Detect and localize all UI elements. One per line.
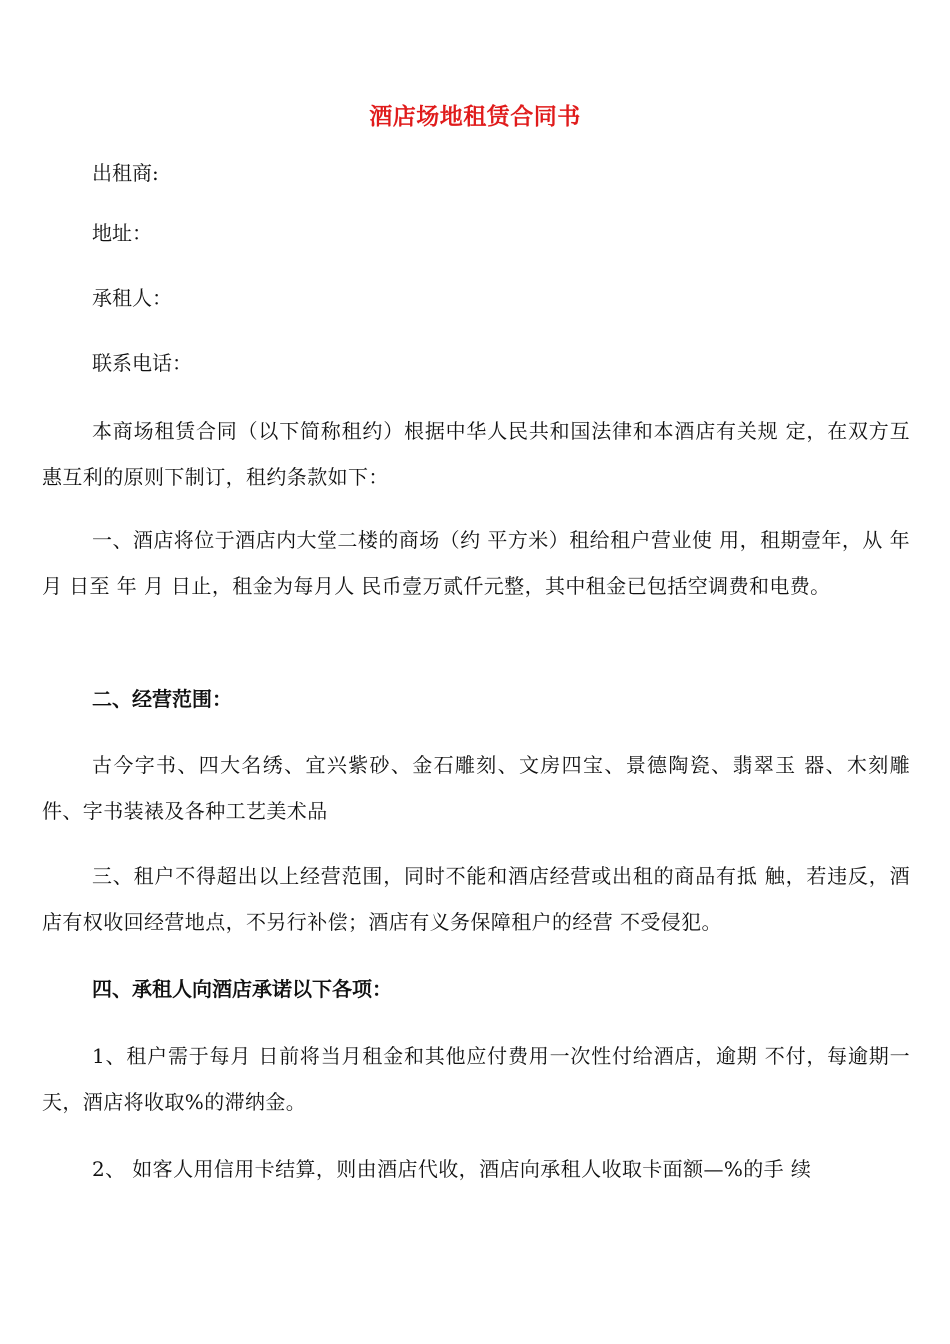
section-4-heading: 四、承租人向酒店承诺以下各项： — [92, 977, 392, 1001]
lessor-field: 出租商: — [92, 161, 159, 185]
item-2-paragraph: 2、 如客人用信用卡结算，则由酒店代收，酒店向承租人收取卡面额—%的手 续 — [92, 1157, 812, 1181]
lessee-field: 承租人： — [92, 286, 172, 310]
phone-field: 联系电话： — [92, 351, 192, 375]
item-1-paragraph: 1、租户需于每月 日前将当月租金和其他应付费用一次性付给酒店，逾期 不付，每逾期一天，酒店将收取%的滞纳金。 — [42, 1044, 910, 1114]
clause-1-paragraph: 一、酒店将位于酒店内大堂二楼的商场（约 平方米）租给租户营业使 用，租期壹年，从 年 月 日至 年 月 日止，租金为每月人 民币壹万贰仟元整，其中租金已包括空调费和电费。 — [42, 528, 910, 598]
intro-paragraph: 本商场租赁合同（以下简称租约）根据中华人民共和国法律和本酒店有关规 定，在双方互惠互利的原则下制订，租约条款如下： — [42, 419, 910, 489]
document-title: 酒店场地租赁合同书 — [369, 103, 581, 130]
address-field: 地址： — [92, 221, 152, 245]
business-scope-paragraph: 古今字书、四大名绣、宜兴紫砂、金石雕刻、文房四宝、景德陶瓷、翡翠玉 器、木刻雕件、字书装裱及各种工艺美术品 — [42, 753, 910, 823]
section-2-heading: 二、经营范围： — [92, 687, 232, 711]
clause-3-paragraph: 三、租户不得超出以上经营范围，同时不能和酒店经营或出租的商品有抵 触，若违反，酒店有权收回经营地点，不另行补偿；酒店有义务保障租户的经营 不受侵犯。 — [42, 864, 910, 934]
